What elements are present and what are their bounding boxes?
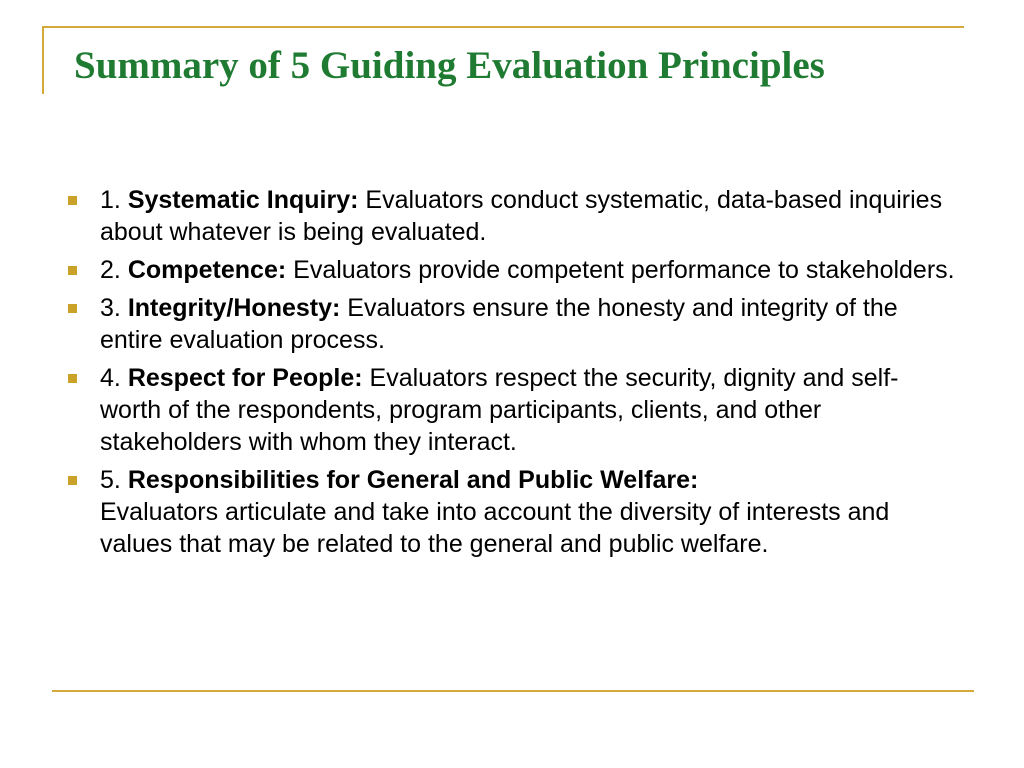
principle-description: Evaluators provide competent performance to stakeholders. [293, 256, 955, 284]
corner-horizontal-line [42, 26, 964, 28]
principle-description: Evaluators respect the security, dignity and self-worth of the respondents, program participants, clients, and other stakeholders with whom they interact. [100, 364, 899, 456]
principle-number: 5. [100, 466, 121, 494]
principle-item-5 [68, 464, 958, 560]
principle-term: Responsibilities for General and Public Welfare: [127, 466, 699, 494]
principle-description: Evaluators ensure the honesty and integrity of the entire evaluation process. [100, 294, 898, 354]
square-bullet-icon [68, 196, 77, 205]
slide-title: Summary of 5 Guiding Evaluation Principles [74, 44, 825, 87]
principle-item-3 [68, 292, 958, 356]
principle-term: Respect for People: [127, 364, 363, 392]
square-bullet-icon [68, 476, 77, 485]
principle-description: Evaluators conduct systematic, data-based inquiries about whatever is being evaluated. [100, 186, 943, 246]
principle-number: 4. [100, 364, 121, 392]
principle-item-1 [68, 184, 958, 248]
bottom-divider-line [52, 690, 974, 692]
principle-number: 3. [100, 294, 121, 322]
square-bullet-icon [68, 304, 77, 313]
principle-item-4 [68, 362, 958, 458]
principle-description: Evaluators articulate and take into account the diversity of interests and values that may be related to the general and public welfare. [100, 498, 890, 558]
principle-number: 2. [100, 256, 121, 284]
principle-number: 1. [100, 186, 121, 214]
square-bullet-icon [68, 266, 77, 275]
square-bullet-icon [68, 374, 77, 383]
principle-item-2 [68, 254, 958, 286]
principles-list [68, 184, 958, 566]
principle-term: Systematic Inquiry: [127, 186, 359, 214]
corner-vertical-line [42, 26, 44, 94]
principle-term: Competence: [127, 256, 287, 284]
principle-term: Integrity/Honesty: [127, 294, 341, 322]
